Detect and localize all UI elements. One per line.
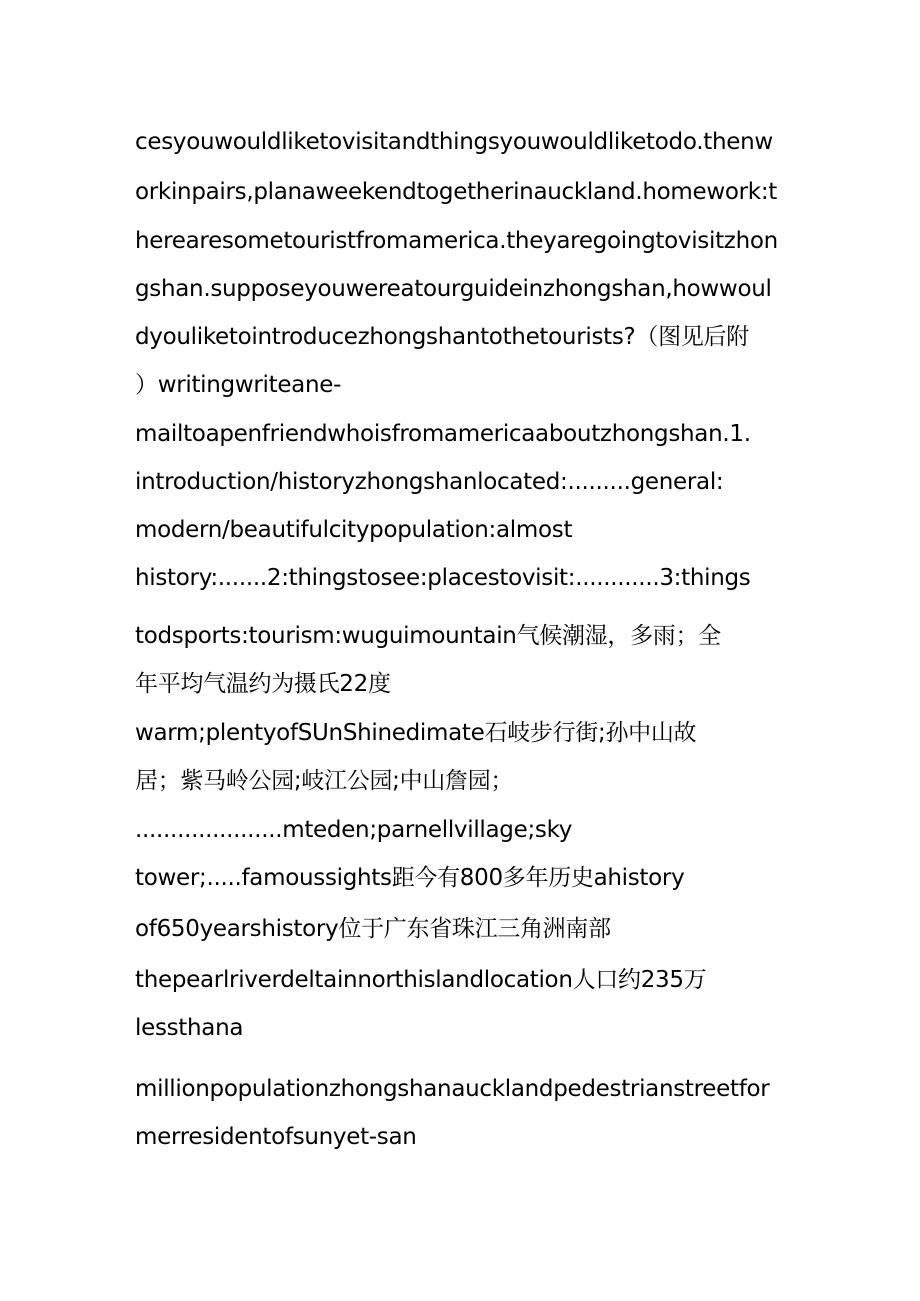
text-line-12: 年平均气温约为摄氏22度: [135, 671, 391, 697]
text-line-11: todsports:tourism:wuguimountain气候潮湿，多雨；全: [135, 623, 721, 649]
text-line-3: herearesometouristfromamerica.theyaregoingtovisitzhon: [135, 228, 778, 254]
text-line-10: history:.......2:thingstosee:placestovisit:............3:things: [135, 565, 751, 591]
text-line-21: merresidentofsunyet-san: [135, 1124, 417, 1150]
text-line-13: warm;plentyofSUnShinedimate石岐步行街;孙中山故: [135, 720, 697, 746]
text-line-19: lessthana: [135, 1015, 244, 1041]
text-line-9: modern/beautifulcitypopulation:almost: [135, 517, 573, 543]
text-line-16: tower;.....famoussights距今有800多年历史ahistory: [135, 865, 685, 891]
text-line-18: thepearlriverdeltainnorthislandlocation人口约235万: [135, 967, 707, 993]
text-line-7: mailtoapenfriendwhoisfromamericaaboutzhongshan.1.: [135, 421, 751, 447]
text-line-15: .....................mteden;parnellvillage;sky: [135, 817, 573, 843]
text-line-6: ）writingwriteane-: [135, 372, 342, 398]
text-line-2: orkinpairs,planaweekendtogetherinauckland.homework:t: [135, 179, 777, 205]
text-line-8: introduction/historyzhongshanlocated:.........general:: [135, 469, 724, 495]
text-line-5: dyouliketointroducezhongshantothetourists?（图见后附: [135, 324, 749, 350]
text-line-20: millionpopulationzhongshanaucklandpedestrianstreetfor: [135, 1076, 770, 1102]
text-line-4: gshan.supposeyouwereatourguideinzhongshan,howwoul: [135, 276, 772, 302]
text-line-17: of650yearshistory位于广东省珠江三角洲南部: [135, 916, 611, 942]
text-line-14: 居；紫马岭公园;岐江公园;中山詹园；: [135, 768, 514, 794]
text-line-1: cesyouwouldliketovisitandthingsyouwouldliketodo.thenw: [135, 129, 773, 155]
